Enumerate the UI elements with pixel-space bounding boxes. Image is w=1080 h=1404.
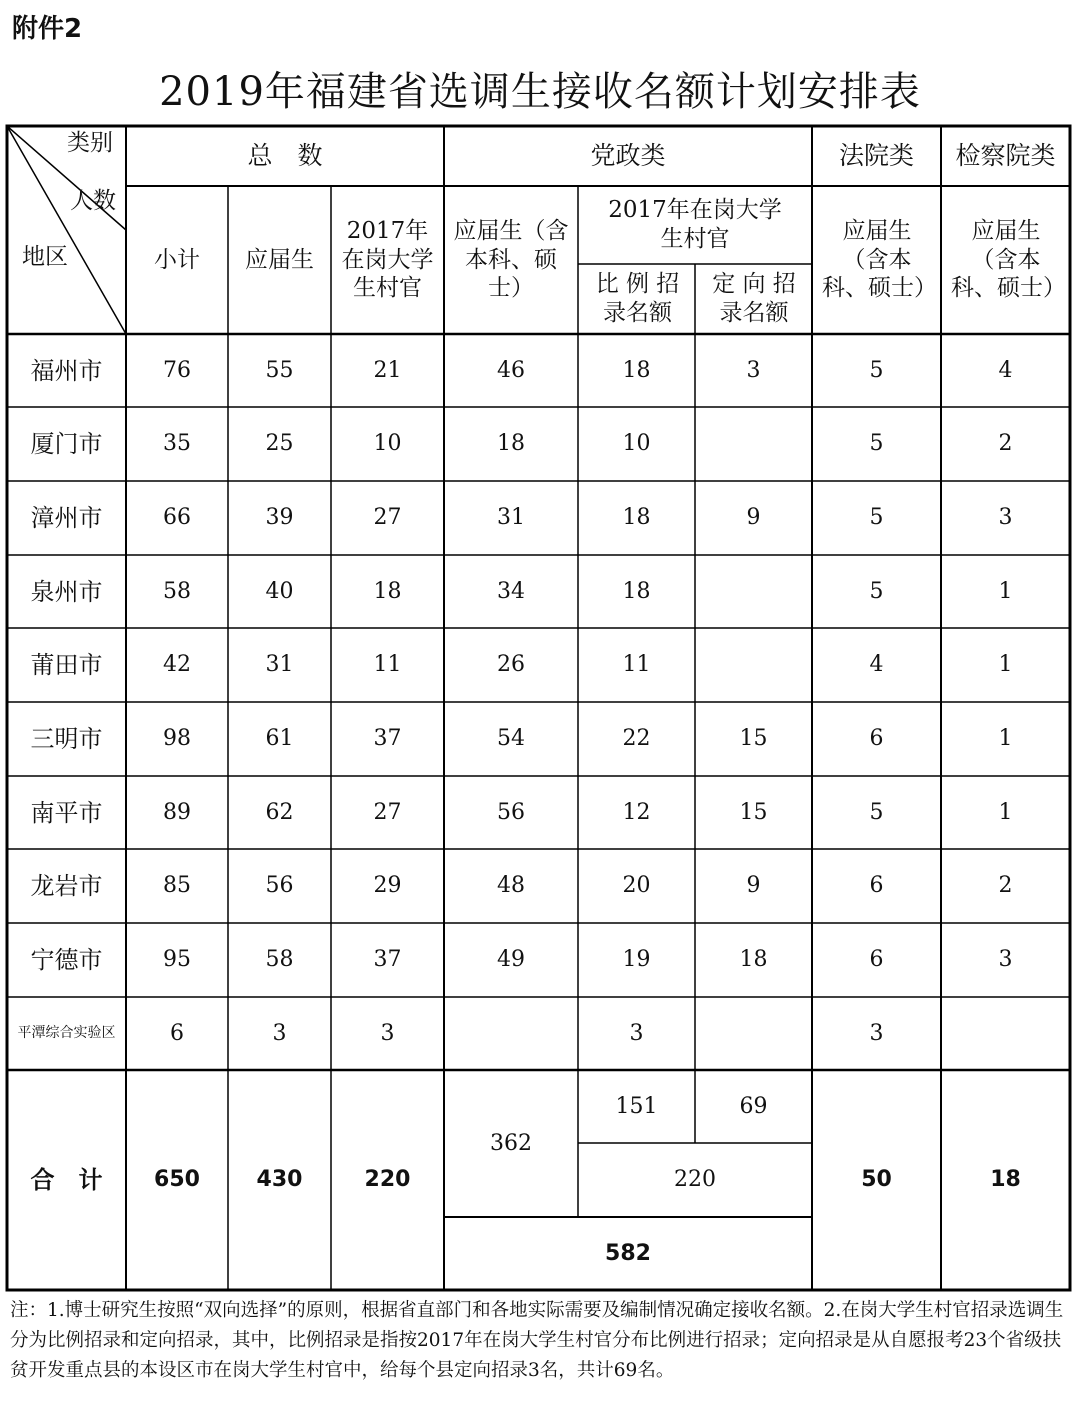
court-cell: 6 — [869, 726, 884, 752]
fresh-cell: 62 — [265, 799, 294, 825]
proc-cell: 1 — [998, 652, 1013, 678]
region-cell: 三明市 — [30, 725, 103, 753]
region-cell: 龙岩市 — [30, 872, 103, 900]
fresh-cell: 55 — [265, 357, 294, 383]
party-fresh-cell: 48 — [497, 873, 525, 899]
party-fresh-cell: 49 — [497, 947, 525, 973]
proc-cell: 1 — [998, 578, 1013, 604]
header-directed: 定 向 招录名额 — [712, 271, 796, 326]
header-proc-fresh: 应届生（含本科、硕士） — [951, 217, 1066, 302]
court-cell: 6 — [869, 947, 884, 973]
region-cell: 福州市 — [30, 356, 103, 385]
totals-court: 50 — [861, 1167, 892, 1193]
fresh-cell: 3 — [272, 1020, 287, 1046]
header-fresh: 应届生 — [245, 246, 314, 273]
directed-cell: 9 — [746, 873, 761, 899]
proc-cell: 2 — [998, 873, 1013, 899]
header-subtotal: 小计 — [154, 246, 200, 273]
region-cell: 宁德市 — [30, 946, 103, 974]
region-cell: 南平市 — [30, 798, 103, 827]
directed-cell: 3 — [746, 357, 761, 383]
header-party: 党政类 — [590, 141, 666, 171]
region-cell: 泉州市 — [30, 577, 103, 606]
header-village-2017: 2017年在岗大学生村官 — [341, 217, 434, 302]
ratio-cell: 12 — [622, 799, 651, 825]
ratio-cell: 11 — [622, 652, 651, 678]
village-cell: 10 — [373, 431, 402, 457]
village-cell: 3 — [380, 1020, 395, 1046]
village-cell: 27 — [373, 799, 402, 825]
proc-cell — [941, 997, 1070, 1070]
court-cell: 4 — [869, 652, 884, 678]
subtotal-cell: 42 — [163, 652, 191, 678]
village-cell: 21 — [373, 357, 402, 383]
court-cell: 5 — [869, 357, 884, 383]
village-cell: 37 — [373, 947, 402, 973]
party-fresh-cell — [444, 997, 578, 1070]
subtotal-cell: 66 — [163, 505, 191, 531]
ratio-cell: 18 — [622, 357, 651, 383]
proc-cell: 2 — [998, 431, 1013, 457]
proc-cell: 3 — [998, 947, 1013, 973]
totals-party-fresh: 362 — [490, 1130, 532, 1156]
court-cell: 6 — [869, 873, 884, 899]
totals-proc: 18 — [990, 1167, 1021, 1193]
party-fresh-cell: 56 — [497, 799, 525, 825]
subtotal-cell: 6 — [170, 1020, 184, 1046]
region-cell: 厦门市 — [30, 430, 103, 458]
header-party-village: 2017年在岗大学生村官 — [608, 197, 782, 252]
ratio-cell: 3 — [629, 1020, 644, 1046]
totals-subtotal: 650 — [154, 1167, 200, 1193]
directed-cell: 15 — [739, 799, 768, 825]
court-cell: 3 — [869, 1020, 884, 1046]
subtotal-cell: 76 — [163, 357, 191, 383]
ratio-cell: 22 — [622, 726, 651, 752]
proc-cell: 1 — [998, 799, 1013, 825]
attachment-label: 附件2 — [12, 14, 83, 44]
village-cell: 29 — [373, 873, 402, 899]
region-cell: 平潭综合实验区 — [17, 1024, 116, 1041]
village-cell: 18 — [373, 578, 402, 604]
corner-category: 类别 — [67, 129, 113, 156]
ratio-cell: 20 — [622, 873, 651, 899]
subtotal-cell: 35 — [163, 431, 191, 457]
subtotal-cell: 89 — [163, 799, 191, 825]
totals-party-all: 582 — [605, 1240, 651, 1266]
totals-village: 220 — [364, 1167, 411, 1193]
fresh-cell: 58 — [265, 947, 294, 973]
directed-cell: 9 — [746, 505, 761, 531]
party-fresh-cell: 31 — [497, 505, 525, 531]
directed-cell — [695, 407, 812, 481]
footnote: 注：1.博士研究生按照“双向选择”的原则，根据省直部门和各地实际需要及编制情况确定接收名额。2.在岗大学生村官招录选调生分为比例招录和定向招录，其中，比例招录是指按2017年在岗大学生村官分布比例进行招录；定向招录是从自愿报考23个省级扶贫开发重点县的本设区市在岗大学生村官中，给每个县定向招录3名，共计69名。 — [10, 1300, 1064, 1381]
subtotal-cell: 58 — [163, 578, 191, 604]
party-fresh-cell: 46 — [497, 357, 525, 383]
corner-people: 人数 — [70, 187, 116, 214]
fresh-cell: 61 — [265, 726, 294, 752]
ratio-cell: 18 — [622, 505, 651, 531]
corner-region: 地区 — [22, 243, 68, 270]
page-title: 2019年福建省选调生接收名额计划安排表 — [159, 69, 921, 115]
totals-label: 合 计 — [30, 1166, 103, 1194]
ratio-cell: 10 — [622, 431, 651, 457]
header-court-fresh: 应届生（含本科、硕士） — [822, 217, 937, 302]
header-party-fresh: 应届生（含本科、硕士） — [453, 217, 569, 302]
directed-cell: 15 — [739, 726, 768, 752]
directed-cell: 18 — [739, 947, 768, 973]
directed-cell — [695, 997, 812, 1070]
fresh-cell: 39 — [265, 505, 294, 531]
court-cell: 5 — [869, 431, 884, 457]
party-fresh-cell: 54 — [497, 726, 525, 752]
fresh-cell: 31 — [265, 652, 294, 678]
village-cell: 27 — [373, 505, 402, 531]
region-cell: 漳州市 — [30, 504, 103, 532]
directed-cell — [695, 628, 812, 702]
village-cell: 11 — [373, 652, 402, 678]
fresh-cell: 56 — [265, 873, 294, 899]
proc-cell: 3 — [998, 505, 1013, 531]
party-fresh-cell: 34 — [497, 578, 525, 604]
subtotal-cell: 85 — [163, 873, 191, 899]
subtotal-cell: 95 — [163, 947, 191, 973]
header-ratio: 比 例 招录名额 — [595, 271, 680, 326]
ratio-cell: 18 — [622, 578, 651, 604]
subtotal-cell: 98 — [163, 726, 191, 752]
fresh-cell: 40 — [265, 578, 294, 604]
proc-cell: 1 — [998, 726, 1013, 752]
court-cell: 5 — [869, 799, 884, 825]
ratio-cell: 19 — [622, 947, 651, 973]
region-cell: 莆田市 — [30, 651, 103, 679]
header-court: 法院类 — [838, 141, 914, 171]
court-cell: 5 — [869, 578, 884, 604]
proc-cell: 4 — [998, 357, 1013, 383]
totals-ratio: 151 — [615, 1093, 658, 1119]
header-procuratorate: 检察院类 — [955, 141, 1056, 171]
totals-directed: 69 — [739, 1093, 768, 1119]
village-cell: 37 — [373, 726, 402, 752]
party-fresh-cell: 26 — [497, 652, 525, 678]
court-cell: 5 — [869, 505, 884, 531]
party-fresh-cell: 18 — [497, 431, 525, 457]
fresh-cell: 25 — [265, 431, 294, 457]
totals-fresh: 430 — [256, 1167, 303, 1193]
totals-village-party: 220 — [674, 1167, 716, 1193]
directed-cell — [695, 555, 812, 628]
header-total: 总 数 — [247, 141, 323, 171]
